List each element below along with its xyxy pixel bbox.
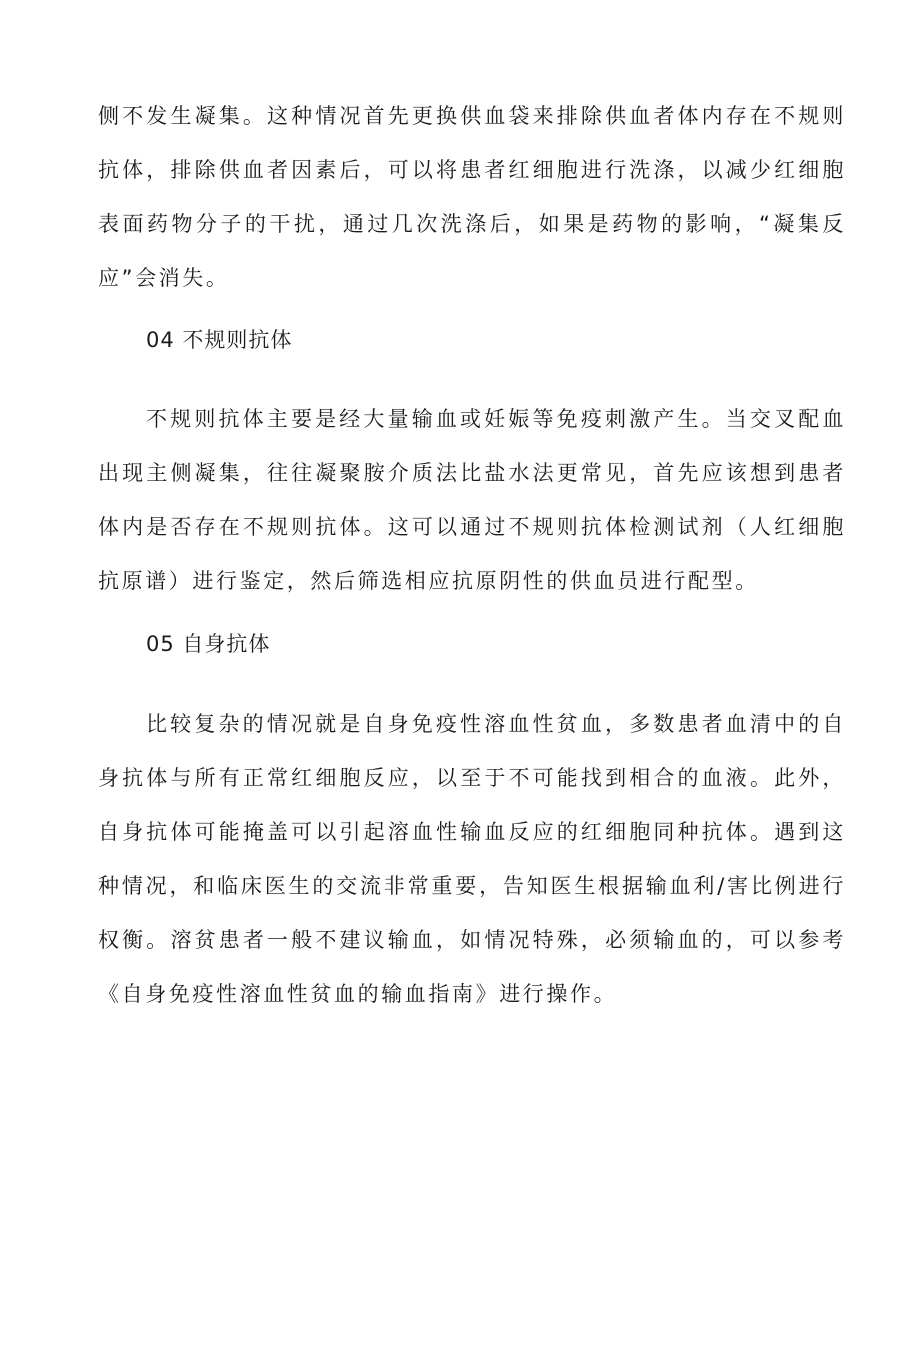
paragraph-irregular-antibody: 不规则抗体主要是经大量输血或妊娠等免疫刺激产生。当交叉配血出现主侧凝集，往往凝聚胺介质法比盐水法更常见，首先应该想到患者体内是否存在不规则抗体。这可以通过不规则抗体检测试剂（人红细胞抗原谱）进行鉴定，然后筛选相应抗原阴性的供血员进行配型。	[98, 407, 846, 593]
paragraph-drug-interference: 侧不发生凝集。这种情况首先更换供血袋来排除供血者体内存在不规则抗体，排除供血者因素后，可以将患者红细胞进行洗涤，以减少红细胞表面药物分子的干扰，通过几次洗涤后，如果是药物的影响，“凝集反应”会消失。	[98, 104, 846, 290]
paragraph-autoantibody: 比较复杂的情况就是自身免疫性溶血性贫血，多数患者血清中的自身抗体与所有正常红细胞反应，以至于不可能找到相合的血液。此外，自身抗体可能掩盖可以引起溶血性输血反应的红细胞同种抗体。遇到这种情况，和临床医生的交流非常重要，告知医生根据输血利/害比例进行权衡。溶贫患者一般不建议输血，如情况特殊，必须输血的，可以参考《自身免疫性溶血性贫血的输血指南》进行操作。	[98, 712, 846, 1006]
section-heading-irregular-antibody: 04 不规则抗体	[146, 328, 293, 352]
section-heading-autoantibody: 05 自身抗体	[146, 632, 271, 656]
